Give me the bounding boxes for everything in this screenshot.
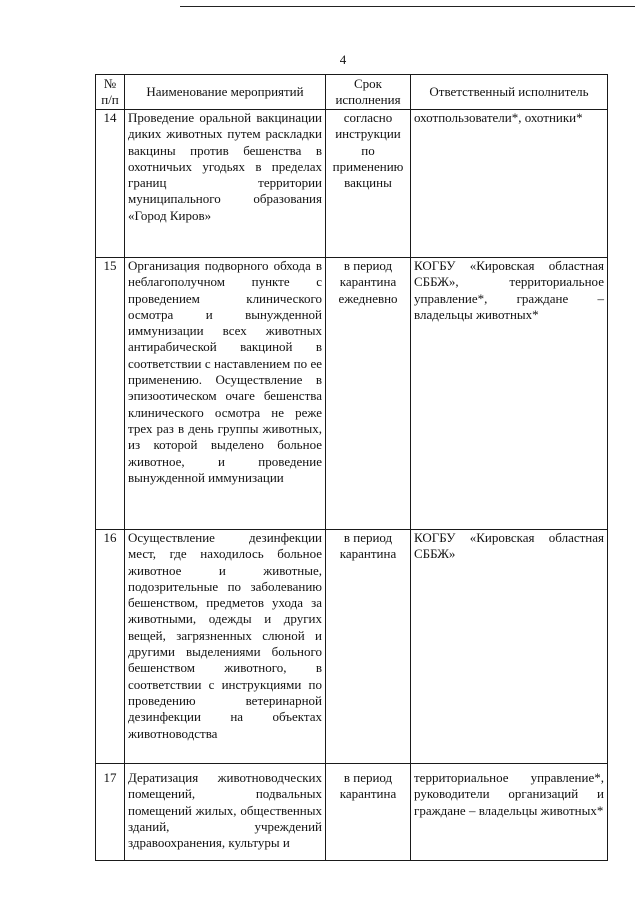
table-row [96, 530, 608, 764]
row-num: 16 [96, 530, 125, 764]
header-term: Срок исполнения [326, 75, 411, 110]
row-responsible: территориальное управление*, руководители организаций и граждане – владельцы животных* [411, 764, 608, 861]
row-responsible: КОГБУ «Кировская областная СББЖ», территориальное управление*, граждане – владельцы животных* [411, 258, 608, 530]
measures-table [95, 74, 608, 861]
row-term: согласно инструкции по применению вакцины [326, 110, 411, 258]
table-row [96, 258, 608, 530]
row-responsible: охотпользователи*, охотники* [411, 110, 608, 258]
row-num: 15 [96, 258, 125, 530]
row-responsible: КОГБУ «Кировская областная СББЖ» [411, 530, 608, 764]
header-name: Наименование мероприятий [125, 75, 326, 110]
row-term: в период карантина ежедневно [326, 258, 411, 530]
row-name: Осуществление дезинфекции мест, где находилось больное животное и животные, подозрительные по заболеванию бешенством, предметов ухода за животными, одежды и других вещей, загрязненных слюной и другими выделениями больного бешенством животного, в соответствии с инструкциями по проведению ветеринарной дезинфекции на объектах животноводства [125, 530, 326, 764]
page-number: 4 [339, 52, 347, 67]
row-name: Проведение оральной вакцинации диких животных путем раскладки вакцины против бешенства в охотничьих угодьях в пределах границ территории муниципального образования «Город Киров» [125, 110, 326, 258]
header-responsible: Ответственный исполнитель [411, 75, 608, 110]
table-row [96, 110, 608, 258]
table-header-row [96, 75, 608, 110]
header-num: № п/п [96, 75, 125, 110]
top-rule [180, 6, 635, 7]
row-name: Дератизация животноводческих помещений, подвальных помещений жилых, общественных зданий, учреждений здравоохранения, культуры и [125, 764, 326, 861]
row-term: в период карантина [326, 530, 411, 764]
row-num: 17 [96, 764, 125, 861]
row-name: Организация подворного обхода в неблагополучном пункте с проведением клинического осмотра и вынужденной иммунизации всех животных антирабической вакциной в соответствии с наставлением по ее применению. Осуществление в эпизоотическом очаге бешенства клинического осмотра не реже трех раз в день группы животных, из которой выделено больное животное, и проведение вынужденной иммунизации [125, 258, 326, 530]
table-row [96, 764, 608, 861]
row-num: 14 [96, 110, 125, 258]
row-term: в период карантина [326, 764, 411, 861]
